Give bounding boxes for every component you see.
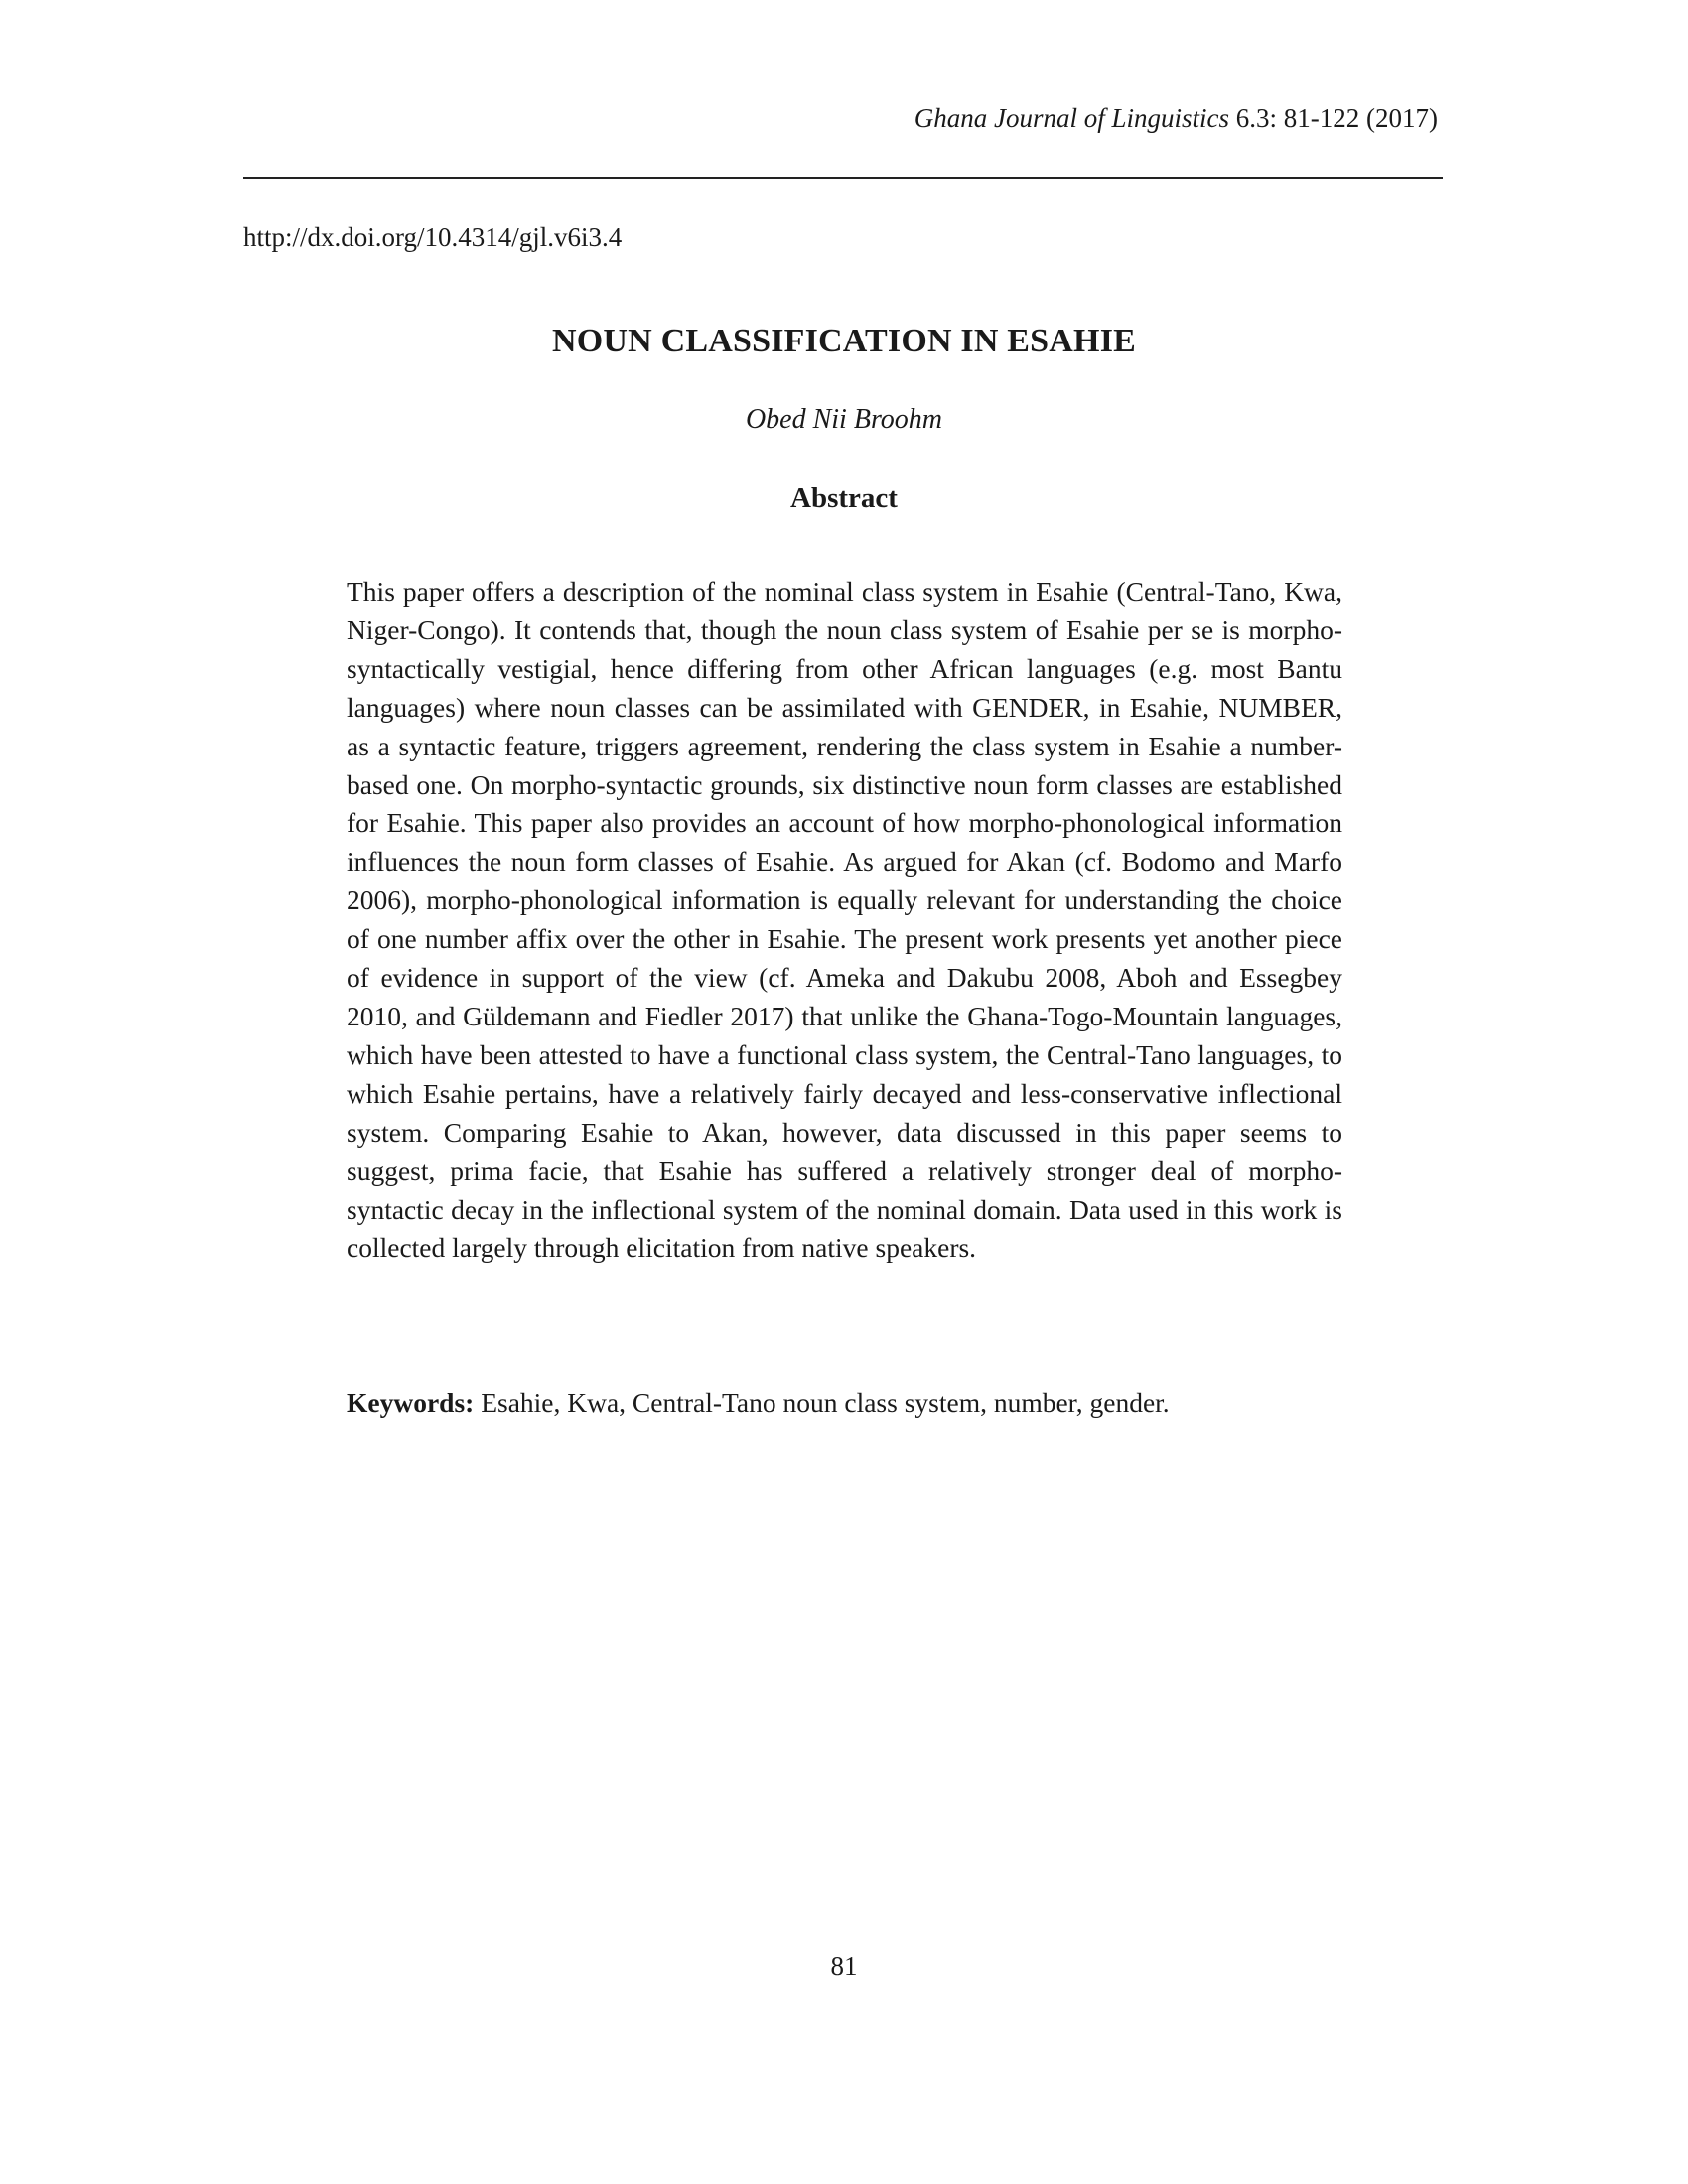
abstract-heading: Abstract [790, 482, 898, 514]
journal-name: Ghana Journal of Linguistics [914, 103, 1230, 133]
keywords [347, 1384, 1342, 1422]
paper-title: NOUN CLASSIFICATION IN ESAHIE [551, 323, 1137, 359]
running-header [914, 101, 1438, 135]
keywords-label: Keywords: [347, 1387, 475, 1418]
abstract-body: This paper offers a description of the nominal class system in Esahie (Central-Tano, Kwa, Niger-Congo). It contends that, though the noun class system of Esahie per se is morpho-syntactically vestigial, hence differing from other African languages (e.g. most Bantu languages) where noun classes can be assimilated with GENDER, in Esahie, NUMBER, as a syntactic feature, triggers agreement, rendering the class system in Esahie a number-based one. On morpho-syntactic grounds, six distinctive noun form classes are established for Esahie. This paper also provides an account of how morpho-phonological information influences the noun form classes of Esahie. As argued for Akan (cf. Bodomo and Marfo 2006), morpho-phonological information is equally relevant for understanding the choice of one number affix over the other in Esahie. The present work presents yet another piece of evidence in support of the view (cf. Ameka and Dakubu 2008, Aboh and Essegbey 2010, and Güldemann and Fiedler 2017) that unlike the Ghana-Togo-Mountain languages, which have been attested to have a functional class system, the Central-Tano languages, to which Esahie pertains, have a relatively fairly decayed and less-conservative inflectional system. Comparing Esahie to Akan, however, data discussed in this paper seems to suggest, prima facie, that Esahie has suffered a relatively stronger deal of morpho-syntactic decay in the inflectional system of the nominal domain. Data used in this work is collected largely through elicitation from native speakers. [347, 576, 1342, 1264]
journal-citation: 6.3: 81-122 (2017) [1229, 103, 1438, 133]
doi-link[interactable]: http://dx.doi.org/10.4314/gjl.v6i3.4 [243, 222, 623, 252]
header-rule [243, 177, 1443, 179]
page-number: 81 [830, 1951, 858, 1980]
keywords-text: Esahie, Kwa, Central-Tano noun class system, number, gender. [474, 1387, 1170, 1418]
author-name: Obed Nii Broohm [745, 404, 943, 435]
